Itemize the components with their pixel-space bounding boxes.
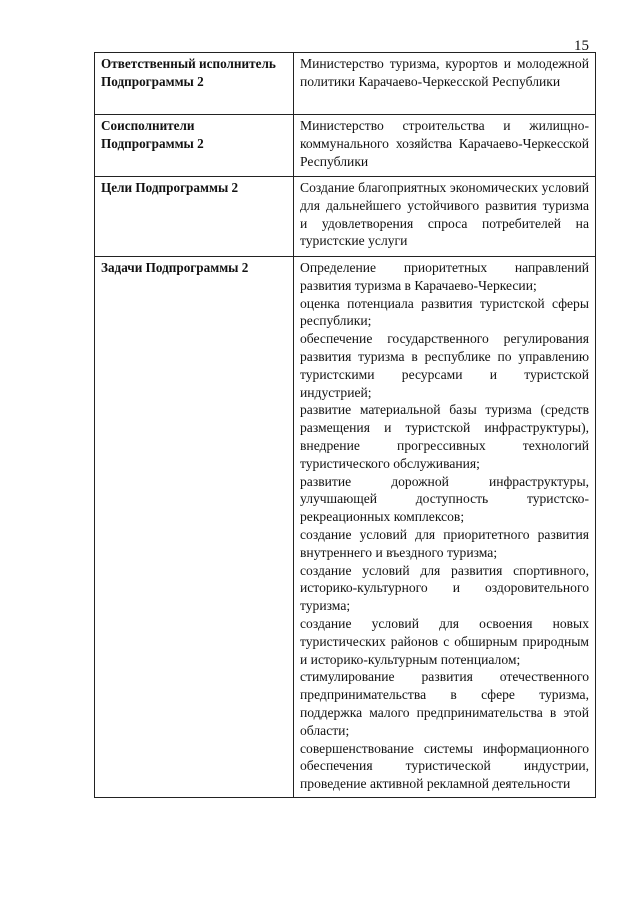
list-item: создание условий для приоритетного развития внутреннего и въездного туризма; bbox=[300, 526, 589, 560]
table-row bbox=[95, 53, 596, 115]
list-item: развитие дорожной инфраструктуры, улучшающей доступность туристско-рекреационных комплексов; bbox=[300, 473, 589, 525]
list-item: совершенствование системы информационного обеспечения туристической индустрии, проведение активной рекламной деятельности bbox=[300, 740, 589, 792]
list-item: развитие материальной базы туризма (средств размещения и туристской инфраструктуры), внедрение прогрессивных технологий туристического обслуживания; bbox=[300, 402, 589, 471]
list-item: создание условий для освоения новых туристических районов с обширным природным и историко-культурным потенциалом; bbox=[300, 615, 589, 667]
row-label: Ответственный исполнитель Подпрограммы 2 bbox=[95, 53, 294, 115]
list-item: стимулирование развития отечественного предпринимательства в сфере туризма, поддержка малого предпринимательства в этой области; bbox=[300, 669, 589, 738]
row-label: Цели Подпрограммы 2 bbox=[95, 177, 294, 257]
row-label: Соисполнители Подпрограммы 2 bbox=[95, 115, 294, 177]
list-item: Определение приоритетных направлений развития туризма в Карачаево-Черкесии; bbox=[300, 260, 589, 293]
page-number: 15 bbox=[574, 38, 589, 54]
table-row bbox=[95, 257, 596, 798]
row-value: Министерство строительства и жилищно-коммунального хозяйства Карачаево-Черкесской Республики bbox=[294, 115, 596, 177]
list-item: оценка потенциала развития туристской сферы республики; bbox=[300, 295, 589, 329]
row-value: Создание благоприятных экономических условий для дальнейшего устойчивого развития туризма и удовлетворения спроса потребителей на туристские услуги bbox=[294, 177, 596, 257]
table-row bbox=[95, 115, 596, 177]
table-row bbox=[95, 177, 596, 257]
row-value: Министерство туризма, курортов и молодежной политики Карачаево-Черкесской Республики bbox=[294, 53, 596, 115]
list-item: обеспечение государственного регулирования развития туризма в республике по управлению туристскими ресурсами и туристской индустрией; bbox=[300, 331, 589, 400]
list-item: создание условий для развития спортивного, историко-культурного и оздоровительного туризма; bbox=[300, 562, 589, 614]
row-label: Задачи Подпрограммы 2 bbox=[95, 257, 294, 798]
subprogram-passport-table bbox=[94, 52, 596, 798]
tasks-list bbox=[294, 257, 596, 798]
